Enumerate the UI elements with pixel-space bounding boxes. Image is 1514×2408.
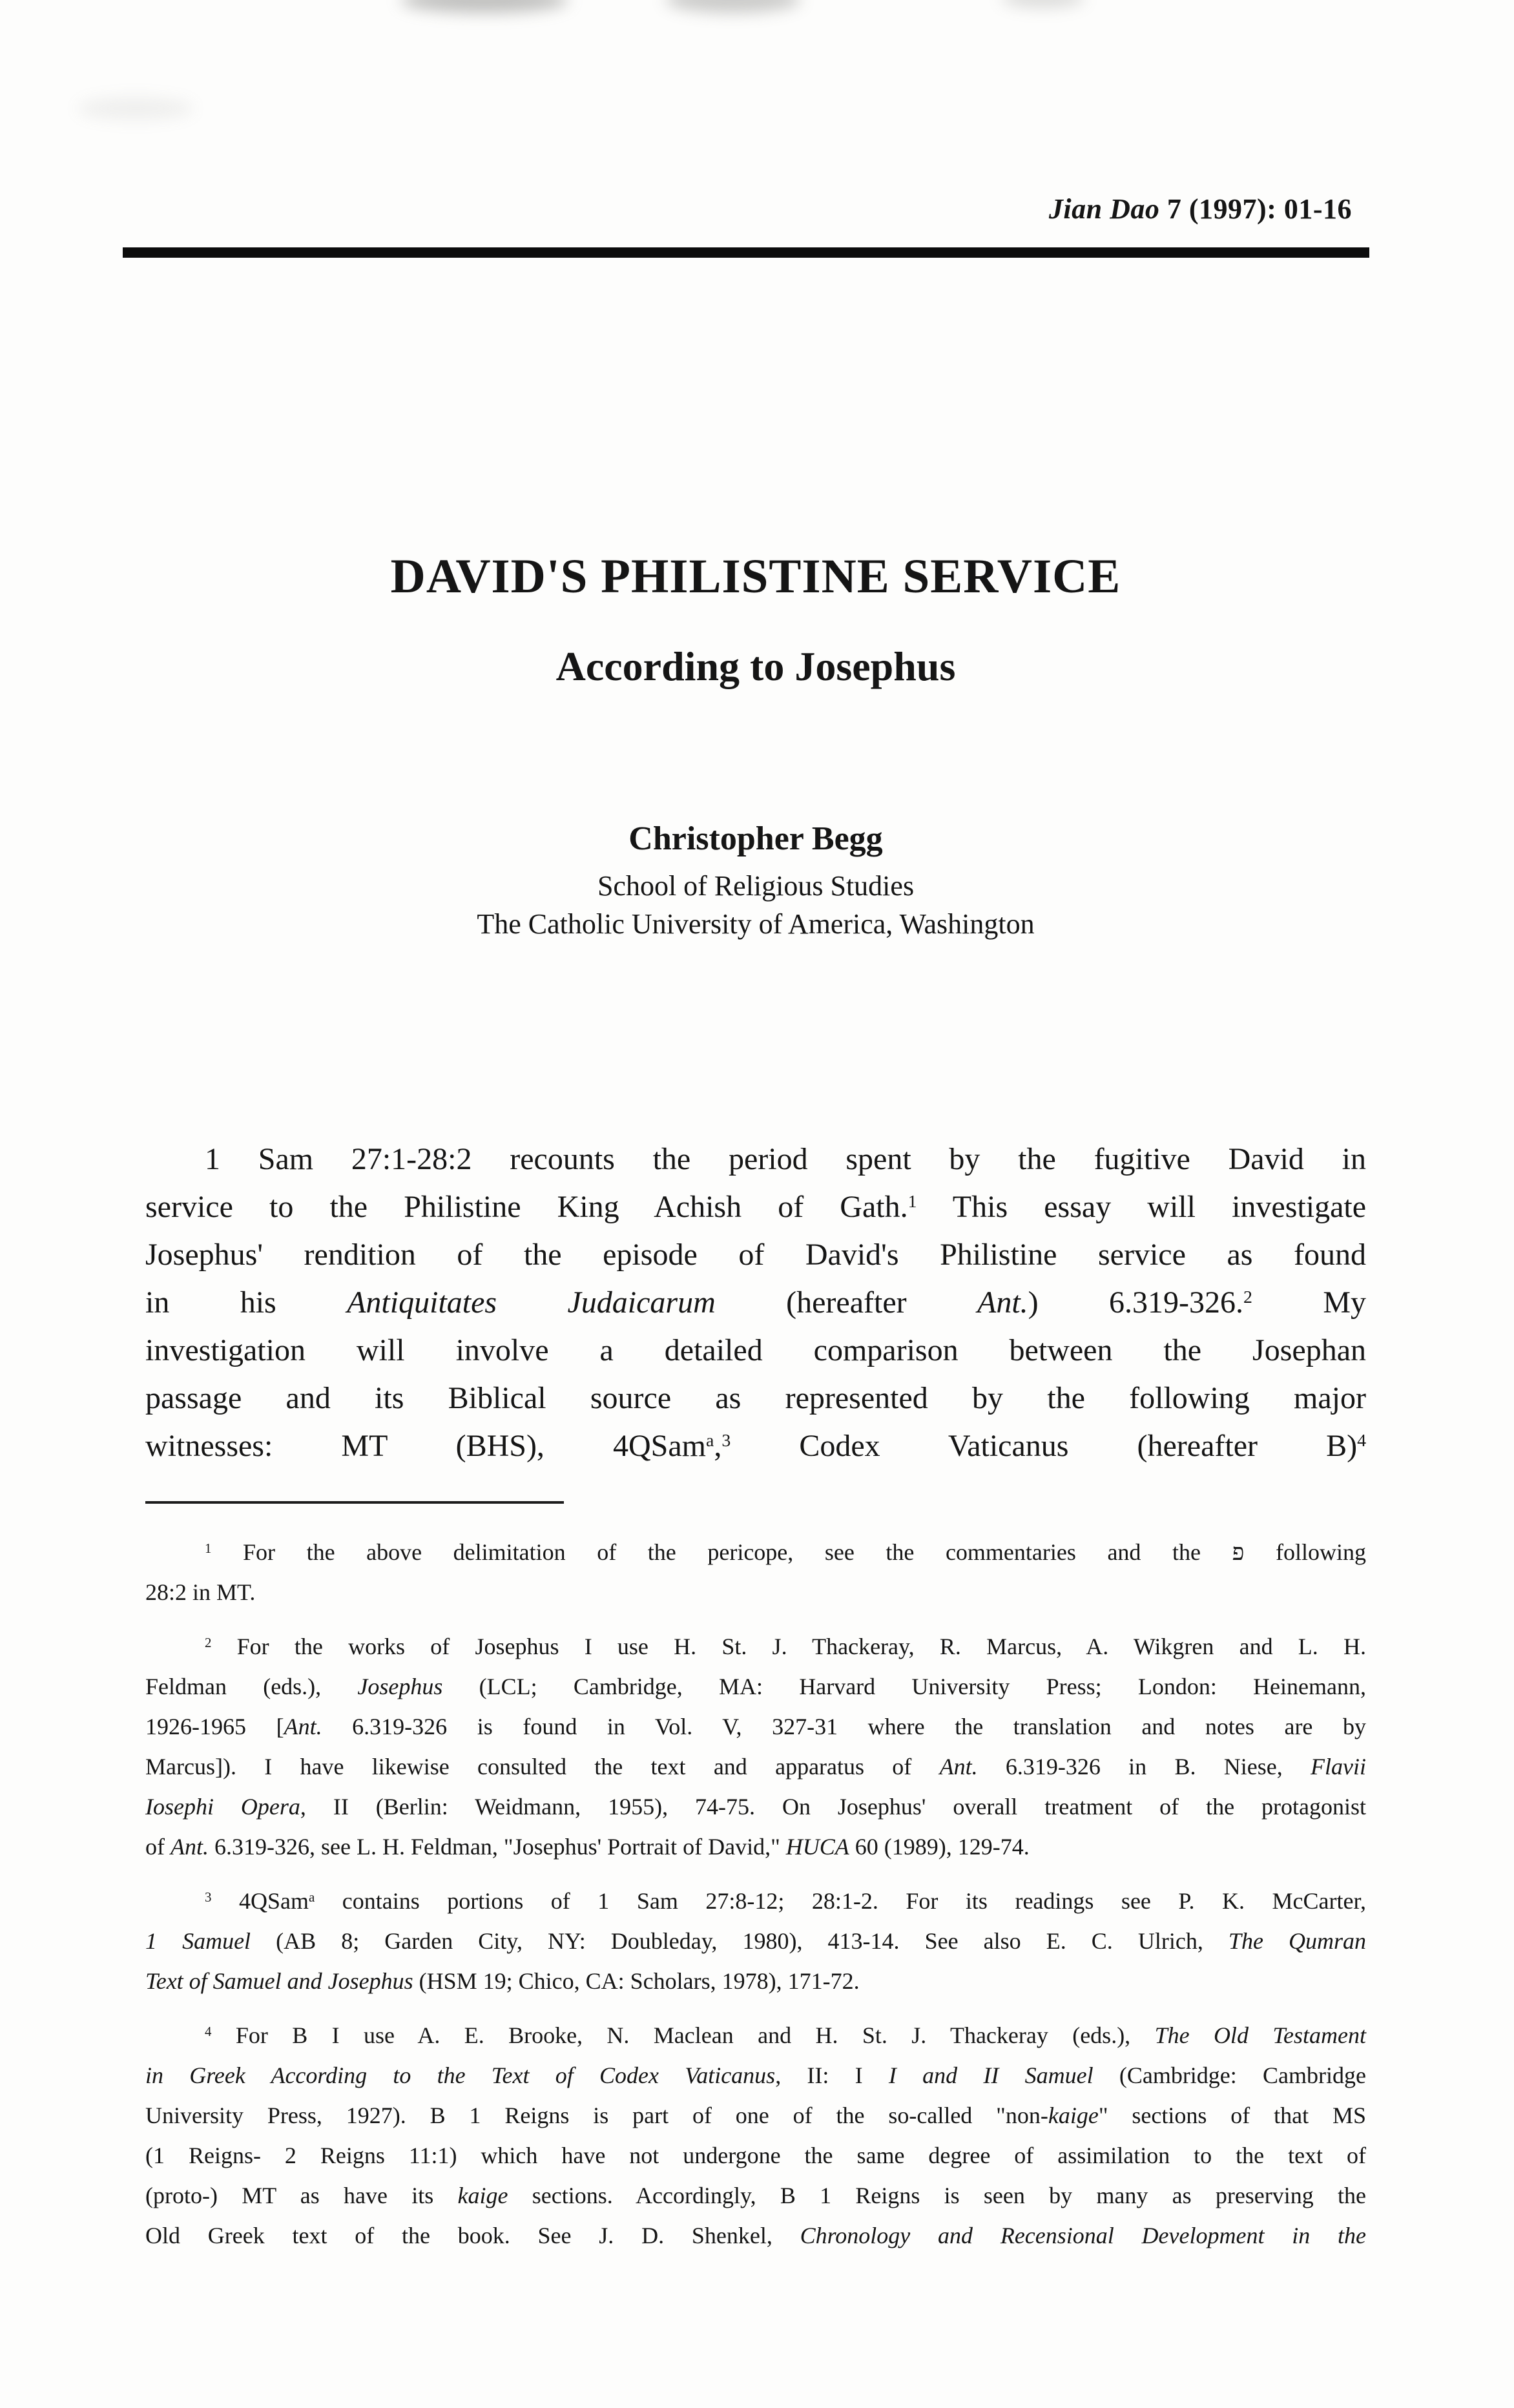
journal-reference bbox=[145, 0, 1366, 225]
text-line: investigation will involve a detailed comparison between the Josephan bbox=[145, 1333, 1366, 1367]
text-line: 1926-1965 [Ant. 6.319-326 is found in Vol. V, 327-31 where the translation and notes are by bbox=[145, 1714, 1366, 1739]
text-line: $^3$ 4QSam$^a$ contains portions of 1 Sam 27:8-12; 28:1-2. For its readings see P. K. McCarter, bbox=[205, 1888, 1367, 1914]
footnotes-section bbox=[145, 1532, 1366, 2256]
text-line: service to the Philistine King Achish of Gath.$^1$ This essay will investigate bbox=[145, 1190, 1367, 1224]
text-line: $^1$ For the above delimitation of the pericope, see the commentaries and the פ following bbox=[205, 1539, 1367, 1565]
header-rule bbox=[123, 247, 1369, 258]
body-paragraph bbox=[145, 1136, 1366, 1470]
article-title: DAVID'S PHILISTINE SERVICE bbox=[390, 550, 1121, 603]
author-affiliation-university: The Catholic University of America, Washington bbox=[477, 908, 1035, 940]
text-line: of Ant. 6.319-326, see L. H. Feldman, "Josephus' Portrait of David," HUCA 60 (1989), 129-74. bbox=[145, 1834, 1030, 1860]
footnote-3 bbox=[145, 1881, 1366, 2001]
text-line: $^2$ For the works of Josephus I use H. St. J. Thackeray, R. Marcus, A. Wikgren and L. H. bbox=[205, 1634, 1366, 1659]
text-line: 28:2 in MT. bbox=[145, 1579, 256, 1605]
text-line: passage and its Biblical source as represented by the following major bbox=[145, 1381, 1366, 1415]
article-subtitle: According to Josephus bbox=[555, 643, 956, 689]
text-line: in Greek According to the Text of Codex Vaticanus, II: I I and II Samuel (Cambridge: Cambridge bbox=[145, 2062, 1366, 2088]
text-line: Josephus' rendition of the episode of David's Philistine service as found bbox=[145, 1238, 1366, 1272]
journal-name: Jian Dao bbox=[1048, 193, 1160, 225]
text-line: Iosephi Opera, II (Berlin: Weidmann, 1955), 74-75. On Josephus' overall treatment of the protagonist bbox=[145, 1794, 1367, 1820]
footnote-4 bbox=[145, 2015, 1366, 2256]
text-line: University Press, 1927). B 1 Reigns is part of one of the so-called "non-kaige" sections of that MS bbox=[145, 2102, 1366, 2128]
author-name: Christopher Begg bbox=[628, 820, 883, 857]
text-line: 1 Sam 27:1-28:2 recounts the period spent by the fugitive David in bbox=[205, 1142, 1366, 1176]
text-line: 1 Samuel (AB 8; Garden City, NY: Doubleday, 1980), 413-14. See also E. C. Ulrich, The Qumran bbox=[145, 1928, 1366, 1954]
text-line: (1 Reigns- 2 Reigns 11:1) which have not undergone the same degree of assimilation to the text of bbox=[145, 2143, 1366, 2168]
text-line: (proto-) MT as have its kaige sections. Accordingly, B 1 Reigns is seen by many as preserving the bbox=[145, 2183, 1367, 2208]
text-line: witnesses: MT (BHS), 4QSam$^a$,$^3$ Codex Vaticanus (hereafter B)$^4$ bbox=[145, 1429, 1366, 1463]
journal-issue-pages: 7 (1997): 01-16 bbox=[1159, 193, 1352, 225]
footnote-1 bbox=[145, 1532, 1366, 1612]
author-affiliation-school: School of Religious Studies bbox=[597, 870, 915, 902]
text-line: Old Greek text of the book. See J. D. Shenkel, Chronology and Recensional Development in the bbox=[145, 2223, 1366, 2248]
text-line: Text of Samuel and Josephus (HSM 19; Chico, CA: Scholars, 1978), 171-72. bbox=[145, 1968, 860, 1994]
text-line: in his Antiquitates Judaicarum (hereafter Ant.) 6.319-326.$^2$ My bbox=[145, 1285, 1366, 1320]
text-line: Marcus]). I have likewise consulted the text and apparatus of Ant. 6.319-326 in B. Niese, Flavii bbox=[145, 1754, 1366, 1780]
footnote-separator bbox=[145, 1501, 564, 1504]
text-line: $^4$ For B I use A. E. Brooke, N. Maclean and H. St. J. Thackeray (eds.), The Old Testament bbox=[205, 2022, 1366, 2048]
article-content bbox=[145, 0, 1366, 2256]
text-line: Feldman (eds.), Josephus (LCL; Cambridge, MA: Harvard University Press; London: Heinemann, bbox=[145, 1674, 1366, 1699]
footnote-2 bbox=[145, 1626, 1366, 1867]
